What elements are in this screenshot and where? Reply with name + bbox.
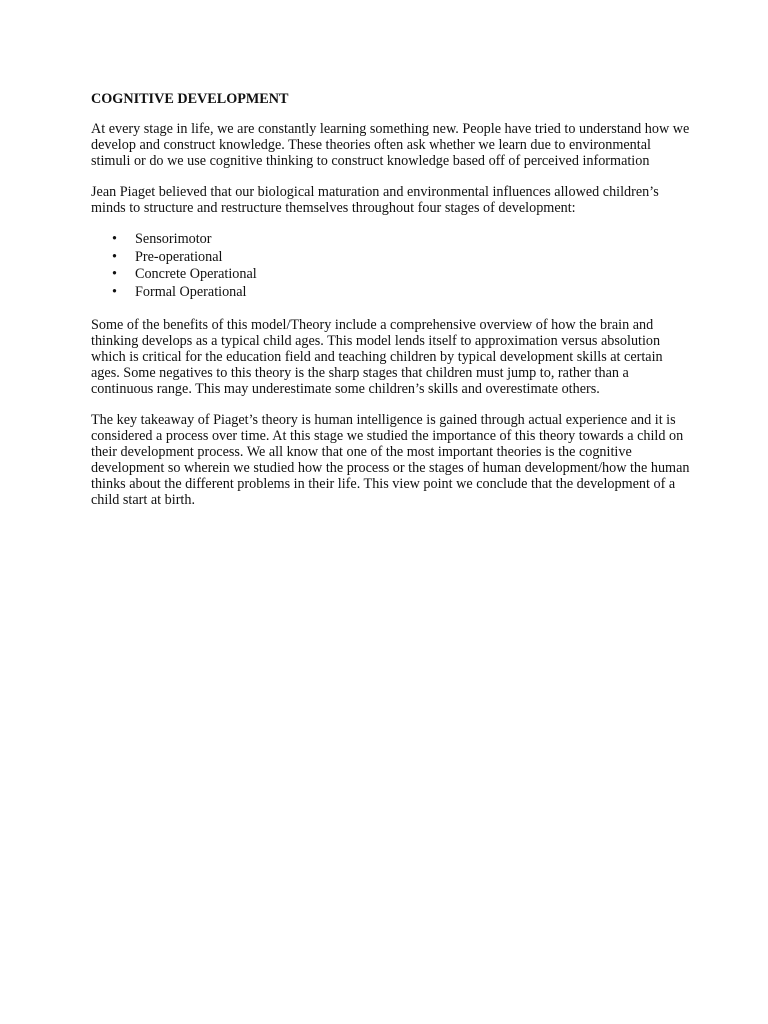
stage-label: Sensorimotor — [135, 231, 212, 247]
stage-label: Formal Operational — [135, 284, 247, 301]
benefits-paragraph: Some of the benefits of this model/Theory include a comprehensive overview of how the brain and thinking develops as a typical child ages. This model lends itself to approximation versus absolution which is critical for the education field and teaching children by typical development skills at certain ages. Some negatives to this theory is the sharp stages that children must jump to, rather than a continuous range. This may underestimate some children’s skills and overestimate others. — [91, 316, 663, 397]
stage-label: Pre-operational — [135, 248, 223, 265]
bullet-icon: • — [112, 284, 117, 301]
takeaway-paragraph: The key takeaway of Piaget’s theory is human intelligence is gained through actual experience and it is considered a process over time. At this stage we studied the importance of this theory towards a child on their development process. We all know that one of the most important theories is the cognitive development so wherein we studied how the process or the stages of human development/how the human thinks about the different problems in their life. This view point we conclude that the development of a child start at birth. — [91, 411, 690, 508]
list-item — [91, 284, 691, 302]
bullet-icon: • — [112, 248, 117, 265]
intro-paragraph: At every stage in life, we are constantly learning something new. People have tried to understand how we develop and construct knowledge. These theories often ask whether we learn due to environmental stimuli or do we use cognitive thinking to construct knowledge based off of perceived information — [91, 121, 690, 169]
document-heading: COGNITIVE DEVELOPMENT — [91, 91, 289, 107]
list-item — [91, 249, 691, 267]
piaget-paragraph: Jean Piaget believed that our biological maturation and environmental influences allowed children’s minds to structure and restructure themselves throughout four stages of development: — [91, 184, 659, 216]
bullet-icon: • — [112, 266, 117, 283]
document-body — [91, 91, 691, 523]
bullet-icon: • — [112, 231, 117, 247]
list-item — [91, 266, 691, 284]
list-item — [91, 231, 691, 249]
stages-list — [91, 231, 691, 302]
stage-label: Concrete Operational — [135, 266, 257, 283]
